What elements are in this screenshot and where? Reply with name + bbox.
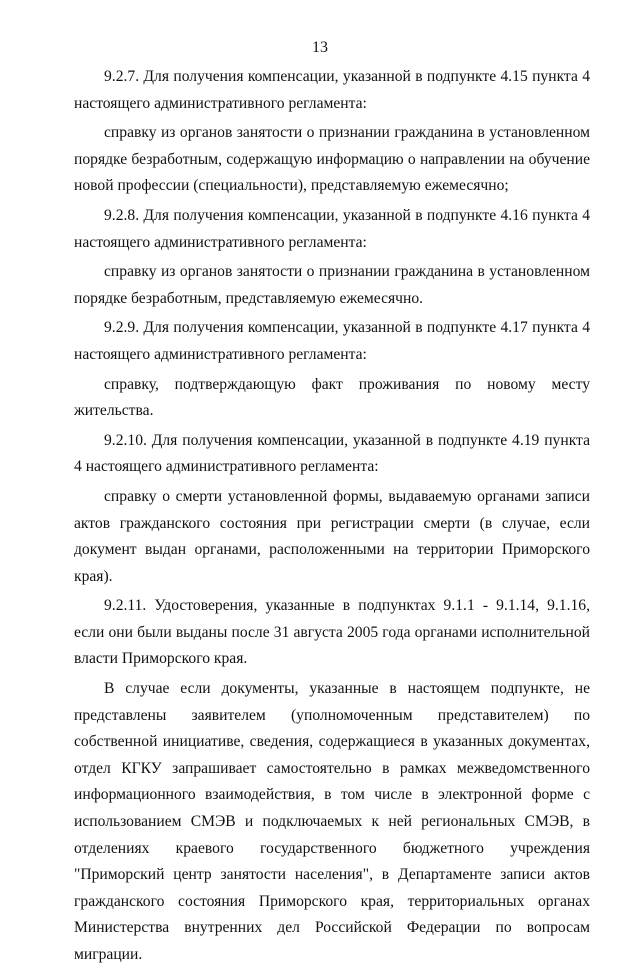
paragraph-9-2-7-item: справку из органов занятости о признании гражданина в установленном порядке безработным, содержащую информацию о направлении на обучение новой профессии (специальности), представляемую ежемесячно; xyxy=(74,124,590,195)
page-number: 13 xyxy=(312,39,328,56)
paragraph-9-2-11: 9.2.11. Удостоверения, указанные в подпунктах 9.1.1 - 9.1.14, 9.1.16, если они были выданы после 31 августа 2005 года органами исполнительной власти Приморского края. xyxy=(74,597,590,668)
paragraph-9-2-9: 9.2.9. Для получения компенсации, указанной в подпункте 4.17 пункта 4 настоящего административного регламента: xyxy=(74,319,590,363)
paragraph-interagency-request: В случае если документы, указанные в настоящем подпункте, не представлены заявителем (уполномоченным представителем) по собственной инициативе, сведения, содержащиеся в указанных документах, отдел КГКУ запрашивает самостоятельно в рамках межведомственного информационного взаимодействия, в том числе в электронной форме с использованием СМЭВ и подключаемых к ней региональных СМЭВ, в отделениях краевого государственного бюджетного учреждения "Приморский центр занятости населения", в Департаменте записи актов гражданского состояния Приморского края, территориальных органах Министерства внутренних дел Российской Федерации по вопросам миграции. xyxy=(74,680,590,963)
paragraph-9-2-9-item: справку, подтверждающую факт проживания по новому месту жительства. xyxy=(74,375,590,420)
paragraph-9-2-10: 9.2.10. Для получения компенсации, указанной в подпункте 4.19 пункта 4 настоящего административного регламента: xyxy=(74,431,590,476)
document-body xyxy=(74,64,590,969)
paragraph-9-2-8-item: справку из органов занятости о признании гражданина в установленном порядке безработным, представляемую ежемесячно. xyxy=(74,263,590,307)
paragraph-9-2-8: 9.2.8. Для получения компенсации, указанной в подпункте 4.16 пункта 4 настоящего административного регламента: xyxy=(74,206,590,251)
paragraph-9-2-10-item: справку о смерти установленной формы, выдаваемую органами записи актов гражданского состояния при регистрации смерти (в случае, если документ выдан органами, расположенными на территории Приморского края). xyxy=(74,487,590,585)
paragraph-9-2-7: 9.2.7. Для получения компенсации, указанной в подпункте 4.15 пункта 4 настоящего административного регламента: xyxy=(74,68,590,112)
